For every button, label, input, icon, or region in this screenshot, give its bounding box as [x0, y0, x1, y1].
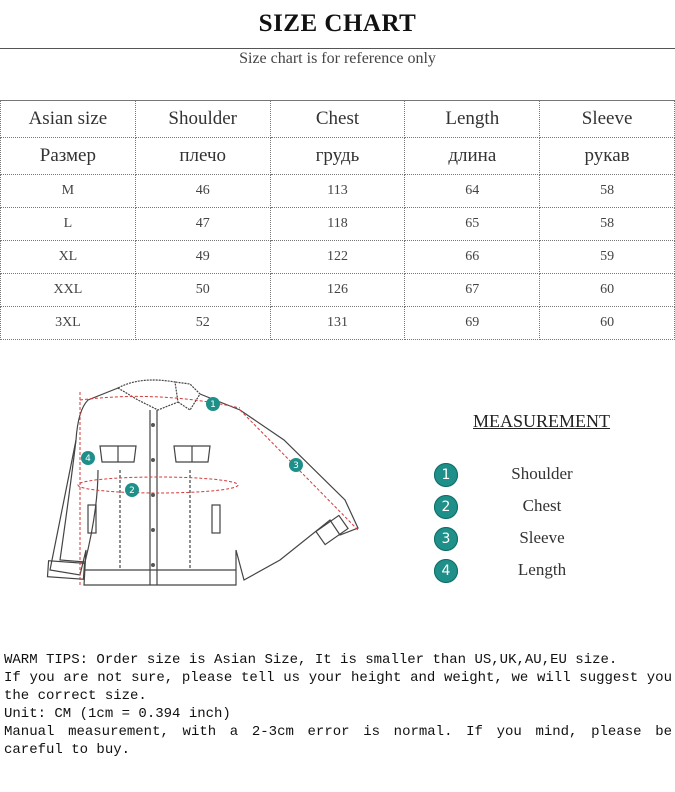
legend-item-shoulder [434, 463, 654, 487]
table-cell: 65 [405, 208, 540, 241]
jacket-collar [118, 380, 178, 410]
legend-label: Shoulder [511, 464, 573, 483]
table-cell: 66 [405, 241, 540, 274]
tips-line: If you are not sure, please tell us your height and weight, we will suggest you the correct size. [4, 670, 672, 704]
table-cell: L [1, 208, 136, 241]
table-row [1, 274, 675, 307]
measurement-title: MEASUREMENT [473, 411, 611, 431]
table-cell: 47 [135, 208, 270, 241]
table-cell: 49 [135, 241, 270, 274]
table-cell: 64 [405, 175, 540, 208]
tips-line: Unit: CM (1cm = 0.394 inch) [4, 706, 231, 722]
legend-item-length [434, 559, 654, 583]
table-header-cell: Chest [270, 101, 405, 138]
svg-text:2: 2 [129, 486, 135, 496]
table-header-row-en [1, 101, 675, 138]
table-row [1, 241, 675, 274]
table-row [1, 208, 675, 241]
table-cell: 46 [135, 175, 270, 208]
table-cell: 60 [540, 274, 675, 307]
table-cell: 58 [540, 175, 675, 208]
table-header-cell: длина [405, 138, 540, 175]
table-cell: 113 [270, 175, 405, 208]
table-cell: 60 [540, 307, 675, 340]
table-cell: 131 [270, 307, 405, 340]
table-cell: 126 [270, 274, 405, 307]
jacket-body [50, 388, 358, 585]
table-header-cell: Asian size [1, 101, 136, 138]
legend-item-sleeve [434, 527, 654, 551]
table-header-cell: грудь [270, 138, 405, 175]
marker-3 [289, 458, 303, 472]
table-header-cell: плечо [135, 138, 270, 175]
marker-4 [81, 451, 95, 465]
number-2-icon: 2 [434, 495, 458, 519]
size-table [0, 100, 675, 340]
tips-line: Manual measurement, with a 2-3cm error is normal. If you mind, please be careful to buy. [4, 724, 672, 758]
table-cell: 69 [405, 307, 540, 340]
tips-line: WARM TIPS: Order size is Asian Size, It is smaller than US,UK,AU,EU size. [4, 652, 618, 668]
number-1-icon: 1 [434, 463, 458, 487]
number-4-icon: 4 [434, 559, 458, 583]
svg-text:4: 4 [85, 454, 91, 464]
table-cell: 118 [270, 208, 405, 241]
chest-line [78, 477, 238, 493]
page-subtitle: Size chart is for reference only [239, 50, 436, 67]
table-cell: XXL [1, 274, 136, 307]
table-cell: 67 [405, 274, 540, 307]
table-header-cell: Sleeve [540, 101, 675, 138]
table-row [1, 307, 675, 340]
table-header-cell: Размер [1, 138, 136, 175]
legend-label: Chest [522, 496, 562, 515]
table-header-cell: рукав [540, 138, 675, 175]
table-cell: 59 [540, 241, 675, 274]
legend-label: Sleeve [519, 528, 565, 547]
table-cell: M [1, 175, 136, 208]
table-cell: 58 [540, 208, 675, 241]
table-row [1, 175, 675, 208]
table-header-cell: Length [405, 101, 540, 138]
jacket-diagram [40, 370, 380, 600]
table-cell: 52 [135, 307, 270, 340]
title-divider [0, 48, 675, 49]
page-title: SIZE CHART [258, 10, 417, 37]
legend-label: Length [517, 560, 567, 579]
number-3-icon: 3 [434, 527, 458, 551]
svg-text:1: 1 [210, 400, 216, 410]
table-cell: 50 [135, 274, 270, 307]
table-header-cell: Shoulder [135, 101, 270, 138]
table-cell: 3XL [1, 307, 136, 340]
table-cell: XL [1, 241, 136, 274]
table-header-row-ru [1, 138, 675, 175]
table-cell: 122 [270, 241, 405, 274]
marker-2 [125, 483, 139, 497]
legend-item-chest [434, 495, 654, 519]
warm-tips [4, 651, 672, 759]
svg-text:3: 3 [293, 461, 299, 471]
marker-1 [206, 397, 220, 411]
